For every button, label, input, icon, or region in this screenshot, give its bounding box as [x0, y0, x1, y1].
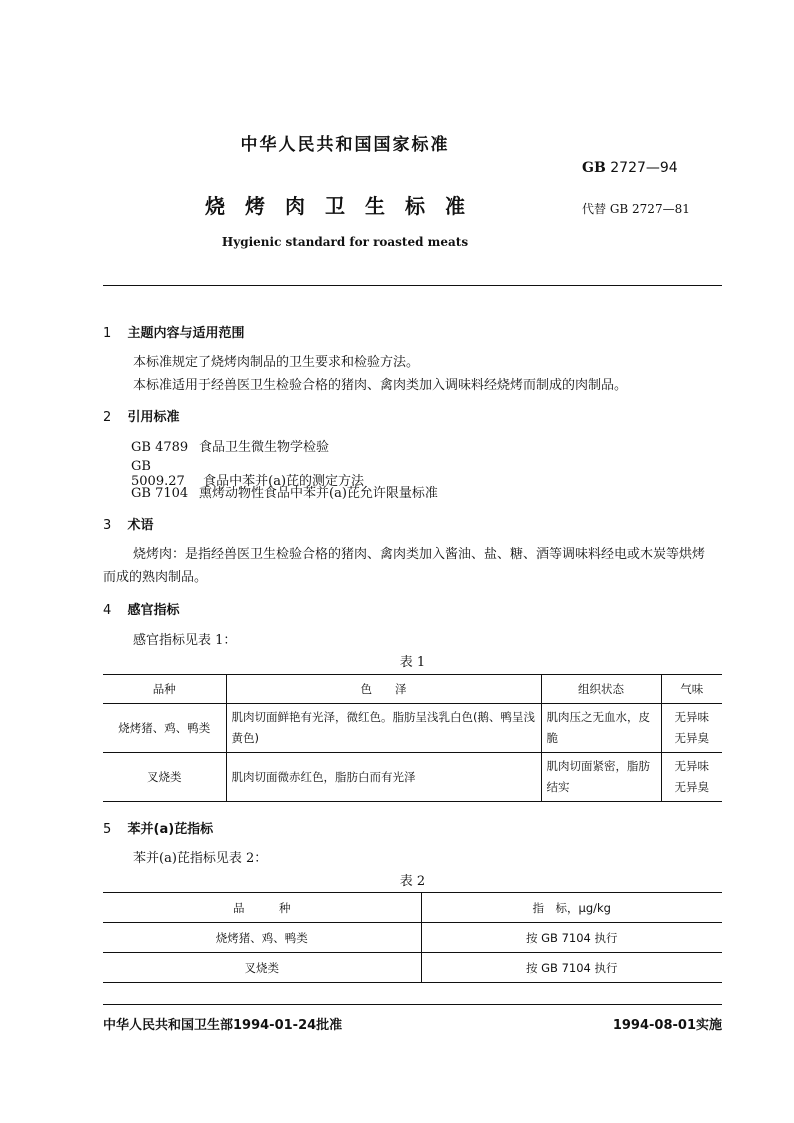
- reference-name: 食品中苯并(a)芘的测定方法: [203, 474, 365, 489]
- section-number: 1: [103, 326, 112, 341]
- reference-name: 食品卫生微生物学检验: [199, 440, 330, 455]
- kind-cell: 烧烤猪、鸡、鸭类: [103, 923, 421, 953]
- code-prefix: GB: [582, 160, 606, 176]
- section-5-intro: 苯并(a)芘指标见表 2：: [133, 851, 268, 866]
- reference-code: GB 7104: [131, 486, 189, 501]
- smell-odor: 无异臭: [674, 780, 709, 794]
- column-header: 气味: [661, 675, 722, 704]
- section-2-heading: [103, 406, 180, 425]
- smell-cell: [661, 753, 722, 802]
- texture-cell: 肌肉切面紧密，脂肪结实: [541, 753, 661, 802]
- section-1-para-1: 本标准规定了烧烤肉制品的卫生要求和检验方法。: [133, 355, 420, 370]
- section-4-intro: 感官指标见表 1：: [133, 633, 237, 648]
- section-5-heading: [103, 818, 213, 837]
- header-divider: [103, 285, 722, 286]
- reference-item: [131, 436, 329, 455]
- smell-taste: 无异味: [674, 759, 709, 773]
- sensory-indicators-table: [103, 674, 722, 802]
- benzopyrene-table: [103, 892, 722, 983]
- smell-cell: [661, 704, 722, 753]
- color-cell: 肌肉切面微赤红色，脂肪白而有光泽: [226, 753, 541, 802]
- column-header: 品种: [103, 675, 226, 704]
- kind-cell: 烧烤猪、鸡、鸭类: [103, 704, 226, 753]
- table-row: [103, 704, 722, 753]
- texture-cell: 肌肉压之无血水，皮脆: [541, 704, 661, 753]
- section-3-heading: [103, 514, 154, 533]
- column-header: 品 种: [103, 893, 421, 923]
- effective-date: 1994-08-01实施: [612, 1018, 722, 1033]
- kind-cell: 叉烧类: [103, 953, 421, 983]
- section-title: 苯并(a)芘指标: [127, 822, 214, 837]
- reference-item: [131, 482, 438, 501]
- english-title: Hygienic standard for roasted meats: [221, 235, 469, 249]
- table-2-caption: 表 2: [399, 874, 426, 889]
- issuing-authority: 中华人民共和国国家标准: [240, 135, 450, 155]
- table-row: [103, 753, 722, 802]
- section-1-heading: [103, 322, 245, 341]
- kind-cell: 叉烧类: [103, 753, 226, 802]
- definition-line-1: 烧烤肉：是指经兽医卫生检验合格的猪肉、禽肉类加入酱油、盐、糖、酒等调味料经电或木炭等烘烤: [133, 547, 706, 562]
- reference-code: GB 4789: [131, 440, 189, 455]
- reference-name: 熏烤动物性食品中苯并(a)芘允许限量标准: [199, 486, 438, 501]
- column-header: 指 标，μg/kg: [421, 893, 722, 923]
- definition-line-2: 而成的熟肉制品。: [103, 570, 208, 585]
- code-value: 2727—94: [610, 160, 678, 176]
- reference-code: GB 5009.27: [131, 459, 185, 489]
- table-header-row: [103, 675, 722, 704]
- section-number: 5: [103, 822, 112, 837]
- table-1-caption: 表 1: [399, 655, 426, 670]
- section-title: 引用标准: [127, 410, 180, 425]
- table-row: [103, 953, 722, 983]
- section-1-para-2: 本标准适用于经兽医卫生检验合格的猪肉、禽肉类加入调味料经烧烤而制成的肉制品。: [133, 378, 628, 393]
- smell-taste: 无异味: [674, 710, 709, 724]
- column-header: 组织状态: [541, 675, 661, 704]
- value-cell: 按 GB 7104 执行: [421, 953, 722, 983]
- column-header: 色 泽: [226, 675, 541, 704]
- section-4-heading: [103, 599, 180, 618]
- table-header-row: [103, 893, 722, 923]
- color-cell: 肌肉切面鲜艳有光泽，微红色。脂肪呈浅乳白色(鹅、鸭呈浅黄色): [226, 704, 541, 753]
- value-cell: 按 GB 7104 执行: [421, 923, 722, 953]
- section-title: 主题内容与适用范围: [127, 326, 245, 341]
- document-title: 烧烤肉卫生标准: [205, 194, 485, 218]
- smell-odor: 无异臭: [674, 731, 709, 745]
- section-number: 3: [103, 518, 112, 533]
- section-title: 术语: [127, 518, 154, 533]
- section-number: 2: [103, 410, 112, 425]
- standard-number: [582, 160, 678, 176]
- footer-divider: [103, 1004, 722, 1005]
- section-title: 感官指标: [127, 603, 180, 618]
- approval-statement: 中华人民共和国卫生部1994-01-24批准: [103, 1018, 343, 1033]
- replaces-standard: 代替 GB 2727—81: [582, 202, 690, 216]
- section-number: 4: [103, 603, 112, 618]
- table-row: [103, 923, 722, 953]
